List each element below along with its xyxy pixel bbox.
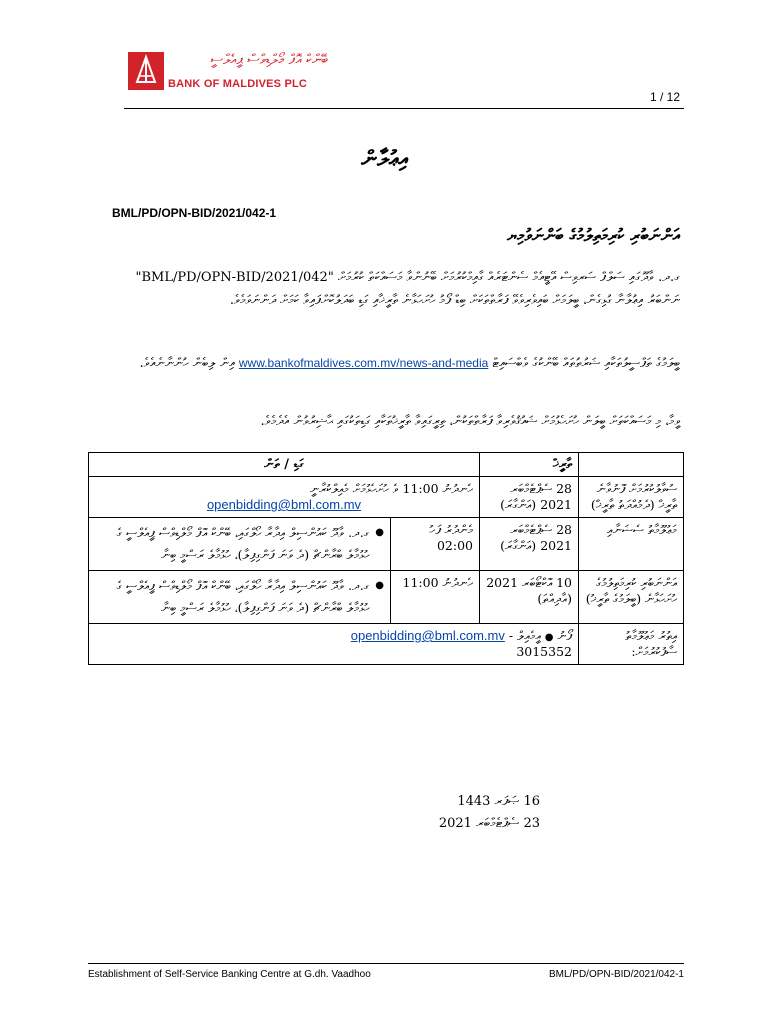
contact-phone: 3015352 <box>516 644 572 659</box>
table-row-contact <box>89 624 684 665</box>
table-row <box>89 518 684 571</box>
bullet-icon: ● <box>544 632 554 643</box>
bank-logo <box>128 52 328 100</box>
row-place <box>89 518 391 571</box>
date-year: 2021 <box>540 538 572 553</box>
contact-label: އިތުރު މަޢުލޫމާތު ސާފުކުރުމަށް: <box>579 624 684 665</box>
page-number: 1 / 12 <box>649 90 680 104</box>
row-time-place <box>89 477 480 518</box>
announcement-subtitle: އަންނަބުރި ކުރިމަތިލުމުގެ ބަންނަވުމިޔ <box>507 226 680 246</box>
header-date: ތާރީޚް <box>480 453 579 477</box>
date-day: 10 <box>556 575 572 590</box>
header-time-place: ގަޑި / ތަން <box>89 453 480 477</box>
date-month: އޮކްޓޯބަރ <box>522 575 553 590</box>
row-time <box>391 518 480 571</box>
bullet-icon: ● <box>375 580 384 591</box>
hijri-year: 1443 <box>457 794 491 809</box>
paragraph-website <box>104 352 680 375</box>
email-prefix: އީމެއިލް - <box>508 628 541 643</box>
greg-year: 2021 <box>438 816 472 831</box>
time-value: 11:00 <box>402 481 439 496</box>
greg-day: 23 <box>523 816 540 831</box>
time-unit: ހެނދުނު <box>442 575 473 590</box>
date-weekday: (އާދިއްތަ) <box>537 591 572 606</box>
header-divider <box>124 108 684 109</box>
paragraph-invitation: ވީމާ، މި މަސައްކަތަށް ބީލަން ހުށަހެޅުމަށް ޝައުޤުވެރިވާ ފަރާތްތަކުން، ތިރީގައިވާ ތާރީޚުތަކާއި ގަޑިތަކުގައި ޙާޟިރުވުން އެދެމެވެ. <box>260 414 680 429</box>
date-gregorian <box>420 816 540 831</box>
time-value: 11:00 <box>402 575 439 590</box>
date-day: 28 <box>556 481 572 496</box>
time-value: 02:00 <box>436 538 473 553</box>
date-month: ސެޕްޓެމްބަރ <box>510 481 553 496</box>
row-date <box>480 518 579 571</box>
contact-email-link[interactable]: openbidding@bml.com.mv <box>350 628 505 643</box>
phone-prefix: ފޯނު <box>557 628 572 643</box>
hijri-day: 16 <box>523 794 540 809</box>
paragraph-website-tail: އިން ލިބެން ހުންނާނެއެވެ. <box>139 356 235 371</box>
table-row <box>89 571 684 624</box>
date-hijri <box>420 794 540 809</box>
website-link[interactable]: www.bankofmaldives.com.mv/news-and-media <box>238 356 489 370</box>
row-date <box>480 477 579 518</box>
row-label: މަޢުލޫމާތު ސެޝަނާއި <box>579 518 684 571</box>
page-title: އިޢުލާން <box>361 146 409 172</box>
time-unit: މެންދުރު ފަހު <box>429 522 473 537</box>
greg-month: ސެޕްޓެމްބަރ <box>476 816 520 831</box>
paragraph-intro: ގ.ދ. ވާދޫގައި ސަލްފް ސަރވިސް އޭޓީއެމް ސެންޓަރެއް ގާއިމްކުރުމަށް ބޭނުންވާ މަސައްކަތް ކުރުމަށް "BML/PD/OPN-BID/2021/042" ނަންބަރު އިޢުލާނާ ގުޅިގެން، ބީލަމަށް ބައިވެރިވެވޭ ފަރާތްތަކަށް ބިޑް ފޯމު ހުށަހަޅާނެ ތާރީޚާއި ގަޑި ބަދަލުކޮށްފައިވާ ކަމަށް ދަންނަވަމެވެ. <box>135 270 680 308</box>
email-link[interactable]: openbidding@bml.com.mv <box>206 497 362 512</box>
schedule-table <box>88 452 684 665</box>
footer-project-title: Establishment of Self-Service Banking Centre at G.dh. Vaadhoo <box>88 969 371 980</box>
logo-english-name: BANK OF MALDIVES PLC <box>168 78 308 90</box>
place-text: ގ.ދ. ވާދޫ ކައުންސިލް އިދާރާ ހޯލްގައި، ބޭންކް އޮފް މޯލްޑިވްސް ޕީއެލްސީ ގެ ހުޅުމާލެ ބްރާންޗް (ދެ ވަނަ ފަންގިފިލާ)، ހުޅުމާލެ ރަސްމީ ބިނާ <box>116 525 370 562</box>
reference-number: BML/PD/OPN-BID/2021/042-1 <box>112 206 277 220</box>
logo-dhivehi-name: ބޭންކް އޮފް މޯލްޑިވްސް ޕީއެލްސީ <box>210 52 328 68</box>
date-weekday: (އަންގާރަ) <box>500 538 537 553</box>
date-weekday: (އަންގާރަ) <box>500 497 537 512</box>
bullet-icon: ● <box>375 527 384 538</box>
place-text: ވެ ހުށަހެޅުމަށް މެއިލްކުރާނީ <box>310 481 399 496</box>
place-text: ގ.ދ. ވާދޫ ކައުންސިލް އިދާރާ ހޯލްގައި، ބޭންކް އޮފް މޯލްޑިވްސް ޕީއެލްސީ ގެ ހުޅުމާލެ ބްރާންޗް (ދެ ވަނަ ފަންގިފިލާ)، ހުޅުމާލެ ރަސްމީ ބިނާ <box>116 578 370 615</box>
table-header-row <box>89 453 684 477</box>
hijri-month: ޞަފަރ <box>494 794 520 809</box>
date-day: 28 <box>556 522 572 537</box>
date-year: 2021 <box>540 497 572 512</box>
row-place <box>89 571 391 624</box>
table-row <box>89 477 684 518</box>
row-label: ސުވާލުކުރުމަށް ފޮނުވާނެ ތާރީޚް (ދެމުއްދަތު ތާރީޚް) <box>579 477 684 518</box>
footer-divider <box>88 963 684 964</box>
date-year: 2021 <box>486 575 519 590</box>
footer-reference: BML/PD/OPN-BID/2021/042-1 <box>548 969 684 980</box>
paragraph-website-text: ބީލަމުގެ ތަފްސީލުތަކާއި ޝަރުތުތައް ބޭންކުގެ ވެބްސައިޓް <box>492 356 680 371</box>
time-unit: ހެނދުނު <box>442 481 473 496</box>
contact-details <box>89 624 579 665</box>
date-month: ސެޕްޓެމްބަރ <box>510 522 553 537</box>
row-label: އަންނަބުރި ކުރިމަތިލުމުގެ ހުށަހަޅާނެ (ބީލަމުގެ ތާރީޚު) <box>579 571 684 624</box>
bml-logo-icon <box>128 52 164 90</box>
row-time <box>391 571 480 624</box>
row-date <box>480 571 579 624</box>
